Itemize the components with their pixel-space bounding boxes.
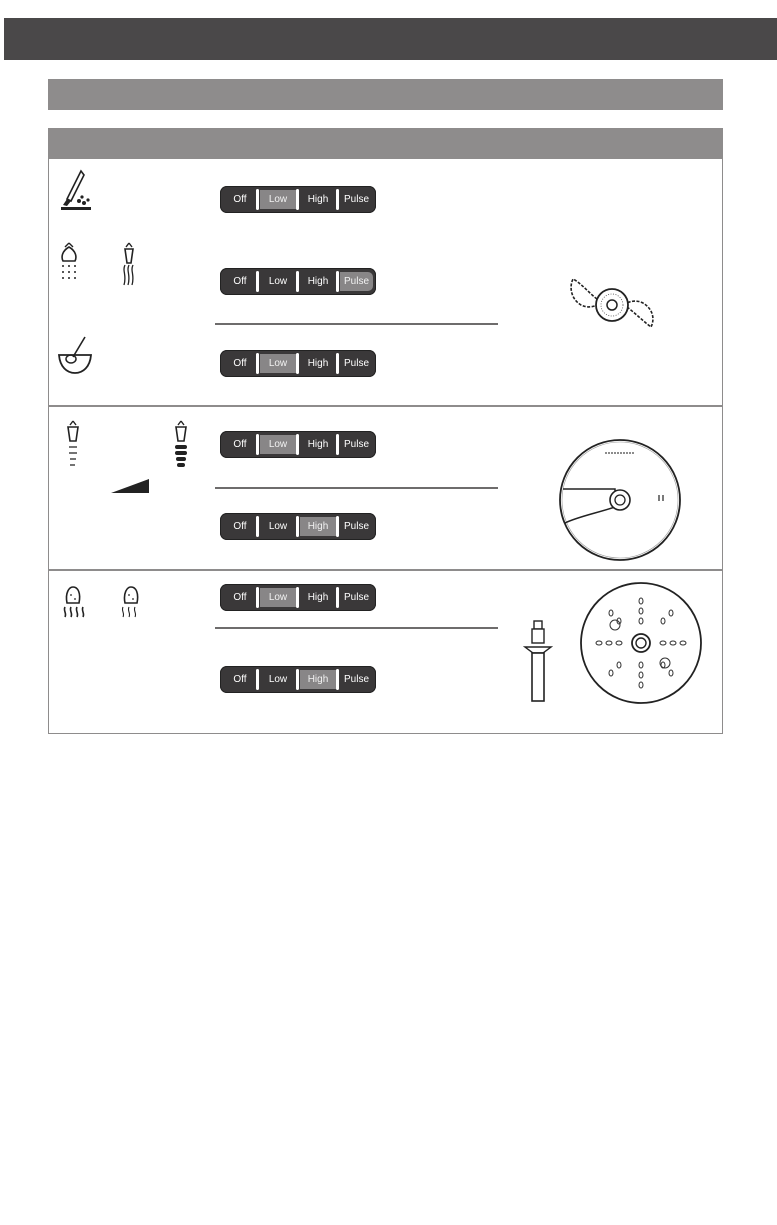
- segment-divider: [296, 353, 299, 374]
- thick-slice-control: [220, 513, 376, 540]
- knife-chop-icon: [57, 169, 95, 211]
- segment-divider: [256, 434, 259, 455]
- segment-divider: [296, 434, 299, 455]
- segment-divider: [256, 516, 259, 537]
- row-divider: [49, 405, 722, 407]
- bowl-mix-icon: [57, 335, 93, 375]
- potato-fine-shred-icon: [61, 585, 85, 623]
- carrot-puree-icon: [119, 241, 139, 289]
- speed-high-segment: High: [307, 439, 329, 450]
- speed-low-segment: Low: [268, 521, 288, 532]
- segment-divider: [256, 271, 259, 292]
- speed-high-segment: High: [307, 358, 329, 369]
- chop-control: [220, 186, 376, 213]
- segment-divider: [296, 271, 299, 292]
- segment-divider: [336, 189, 339, 210]
- carrot-thin-slice-icon: [63, 419, 83, 469]
- speed-low-segment: Low: [260, 588, 296, 607]
- carrot-thick-slice-icon: [171, 419, 191, 469]
- speed-high-segment: High: [307, 276, 329, 287]
- segment-divider: [336, 516, 339, 537]
- speed-low-segment: Low: [260, 354, 296, 373]
- speed-pulse-segment: Pulse: [343, 439, 369, 450]
- multipurpose-blade-icon: [567, 277, 657, 333]
- speed-low-segment: Low: [260, 435, 296, 454]
- speed-pulse-segment: Pulse: [343, 592, 369, 603]
- drive-adapter-icon: [523, 619, 553, 705]
- speed-off-segment: Off: [233, 592, 247, 603]
- segment-divider: [336, 669, 339, 690]
- speed-pulse-segment: Pulse: [343, 358, 369, 369]
- segment-divider: [336, 271, 339, 292]
- processing-guide-table: [48, 128, 723, 734]
- speed-high-segment: High: [300, 517, 336, 536]
- speed-high-segment: High: [300, 670, 336, 689]
- mix-control: [220, 350, 376, 377]
- speed-off-segment: Off: [233, 194, 247, 205]
- shredding-disc-icon: [579, 581, 703, 705]
- row-separator: [215, 323, 498, 325]
- speed-off-segment: Off: [233, 276, 247, 287]
- speed-low-segment: Low: [268, 276, 288, 287]
- row-separator: [215, 627, 498, 629]
- mince-control: [220, 268, 376, 295]
- section-bar: [48, 79, 723, 110]
- speed-off-segment: Off: [233, 521, 247, 532]
- speed-pulse-segment: Pulse: [343, 674, 369, 685]
- potato-medium-shred-icon: [119, 585, 143, 623]
- segment-divider: [336, 434, 339, 455]
- table-header: [49, 129, 722, 159]
- segment-divider: [256, 669, 259, 690]
- fine-shred-control: [220, 584, 376, 611]
- speed-off-segment: Off: [233, 674, 247, 685]
- speed-high-segment: High: [307, 194, 329, 205]
- speed-pulse-segment: Pulse: [340, 272, 373, 291]
- slicing-disc-icon: [557, 437, 683, 563]
- segment-divider: [256, 353, 259, 374]
- segment-divider: [296, 587, 299, 608]
- row-separator: [215, 487, 498, 489]
- segment-divider: [296, 516, 299, 537]
- segment-divider: [296, 189, 299, 210]
- segment-divider: [296, 669, 299, 690]
- row-divider: [49, 569, 722, 571]
- speed-pulse-segment: Pulse: [343, 194, 369, 205]
- speed-low-segment: Low: [268, 674, 288, 685]
- onion-mince-icon: [59, 241, 79, 283]
- speed-off-segment: Off: [233, 439, 247, 450]
- segment-divider: [256, 189, 259, 210]
- page-header-bar: [4, 18, 777, 60]
- speed-pulse-segment: Pulse: [343, 521, 369, 532]
- segment-divider: [336, 353, 339, 374]
- segment-divider: [336, 587, 339, 608]
- thickness-wedge-icon: [111, 477, 151, 493]
- segment-divider: [256, 587, 259, 608]
- thin-slice-control: [220, 431, 376, 458]
- medium-shred-control: [220, 666, 376, 693]
- speed-low-segment: Low: [260, 190, 296, 209]
- speed-high-segment: High: [307, 592, 329, 603]
- speed-off-segment: Off: [233, 358, 247, 369]
